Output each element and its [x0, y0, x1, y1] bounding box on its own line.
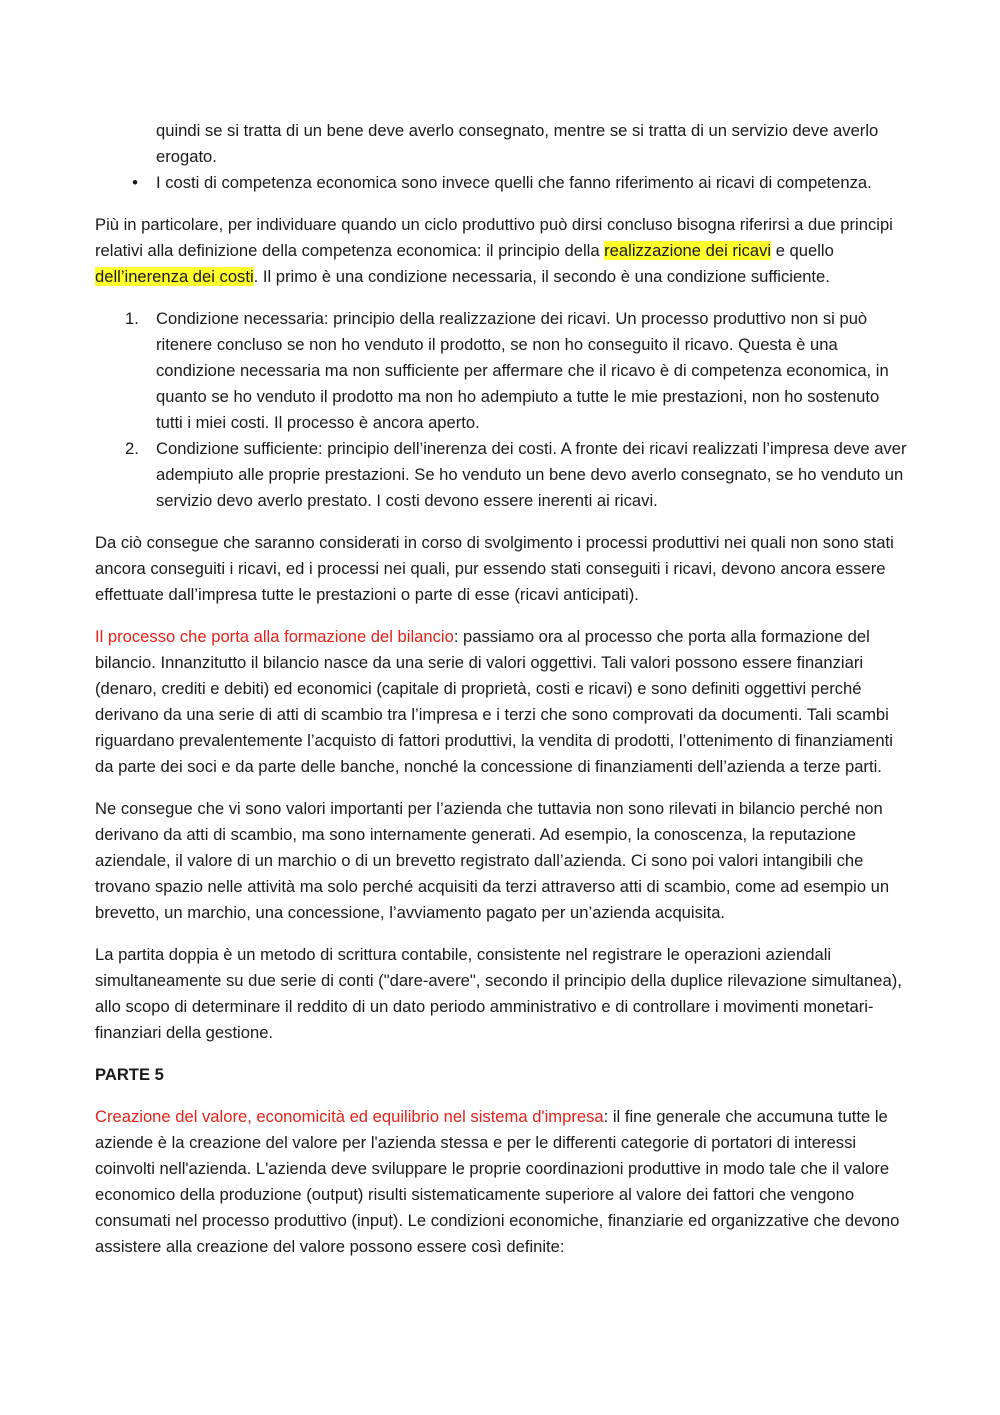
paragraph-creazione-valore: Creazione del valore, economicità ed equilibrio nel sistema d'impresa: il fine generale che accumuna tutte le aziende è la creazione del valore per l'azienda stessa e per le differenti categorie di portatori di interessi coinvolti nell'azienda. L'azienda deve sviluppare le proprie coordinazioni produttive in modo tale che il valore economico della produzione (output) risulti sistematicamente superiore al valore dei fattori che vengono consumati nel processo produttivo (input). Le condizioni economiche, finanziarie ed organizzative che devono assistere alla creazione del valore possono essere così definite:	[95, 1107, 900, 1256]
paragraph-competenza: Più in particolare, per individuare quando un ciclo produttivo può dirsi concluso bisogna riferirsi a due principi relativi alla definizione della competenza economica: il principio della realizzazione dei ricavi e quello dell’inerenza dei costi. Il primo è una condizione necessaria, il secondo è una condizione sufficiente.	[95, 215, 893, 286]
highlight-realizzazione: realizzazione dei ricavi	[604, 241, 772, 260]
numbered-item	[95, 306, 910, 436]
bullet-icon: •	[132, 173, 138, 192]
paragraph-valori-intangibili: Ne consegue che vi sono valori importanti per l’azienda che tuttavia non sono rilevati in bilancio perché non derivano da atti di scambio, ma sono internamente generati. Ad esempio, la conoscenza, la reputazione aziendale, il valore di un marchio o di un brevetto registrato dall’azienda. Ci sono poi valori intangibili che trovano spazio nelle attività ma solo perché acquisiti da terzi attraverso atti di scambio, come ad esempio un brevetto, un marchio, una concessione, l’avviamento pagato per un’azienda acquisita.	[95, 799, 890, 922]
paragraph-partita-doppia: La partita doppia è un metodo di scrittura contabile, consistente nel registrare le operazioni aziendali simultaneamente su due serie di conti ("dare-avere", secondo il principio della duplice rilevazione simultanea), allo scopo di determinare il reddito di un dato periodo amministrativo e di controllare i movimenti monetari-finanziari della gestione.	[95, 945, 902, 1042]
numbered-item-text: Condizione sufficiente: principio dell’inerenza dei costi. A fronte dei ricavi realizzati l’impresa deve aver adempiuto alle proprie prestazioni. Se ho venduto un bene devo averlo consegnato, se ho venduto un servizio devo averlo prestato. I costi devono essere inerenti ai ricavi.	[156, 439, 907, 510]
bullet-item	[95, 170, 910, 196]
numbered-item	[95, 436, 910, 514]
list-number: 1.	[125, 309, 139, 328]
paragraph-formazione-bilancio: Il processo che porta alla formazione del bilancio: passiamo ora al processo che porta alla formazione del bilancio. Innanzitutto il bilancio nasce da una serie di valori oggettivi. Tali valori possono essere finanziari (denaro, crediti e debiti) ed economici (capitale di proprietà, costi e ricavi) e sono definiti oggettivi perché derivano da una serie di atti di scambio tra l’impresa e i terzi che sono comprovati da documenti. Tali scambi riguardano prevalentemente l’acquisto di fattori produttivi, la vendita di prodotti, l’ottenimento di finanziamenti da parte dei soci e da parte delle banche, nonché la concessione di finanziamenti dell’azienda a terze parti.	[95, 627, 893, 776]
term-formazione-bilancio: Il processo che porta alla formazione del bilancio	[95, 627, 454, 646]
numbered-item-text: Condizione necessaria: principio della realizzazione dei ricavi. Un processo produttivo non si può ritenere concluso se non ho venduto il prodotto, se non ho conseguito il ricavo. Questa è una condizione necessaria ma non sufficiente per affermare che il ricavo è di competenza economica, in quanto se ho venduto il prodotto ma non ho adempiuto a tutte le mie prestazioni, non ho sostenuto tutti i miei costi. Il processo è ancora aperto.	[156, 309, 889, 432]
numbered-list	[95, 306, 910, 514]
paragraph-processi-in-corso: Da ciò consegue che saranno considerati in corso di svolgimento i processi produttivi nei quali non sono stati ancora conseguiti i ricavi, ed i processi nei quali, pur essendo stati conseguiti i ricavi, devono ancora essere effettuate dall’impresa tutte le prestazioni o parte di esse (ricavi anticipati).	[95, 533, 894, 604]
list-number: 2.	[125, 439, 139, 458]
section-heading: PARTE 5	[95, 1065, 164, 1084]
term-creazione-valore: Creazione del valore, economicità ed equilibrio nel sistema d'impresa	[95, 1107, 604, 1126]
page-content	[95, 118, 910, 1260]
highlight-inerenza: dell’inerenza dei costi	[95, 267, 254, 286]
bullet-list	[95, 170, 910, 196]
continued-list-item: quindi se si tratta di un bene deve averlo consegnato, mentre se si tratta di un servizio deve averlo erogato.	[156, 121, 879, 166]
bullet-item-text: I costi di competenza economica sono invece quelli che fanno riferimento ai ricavi di competenza.	[156, 173, 872, 192]
